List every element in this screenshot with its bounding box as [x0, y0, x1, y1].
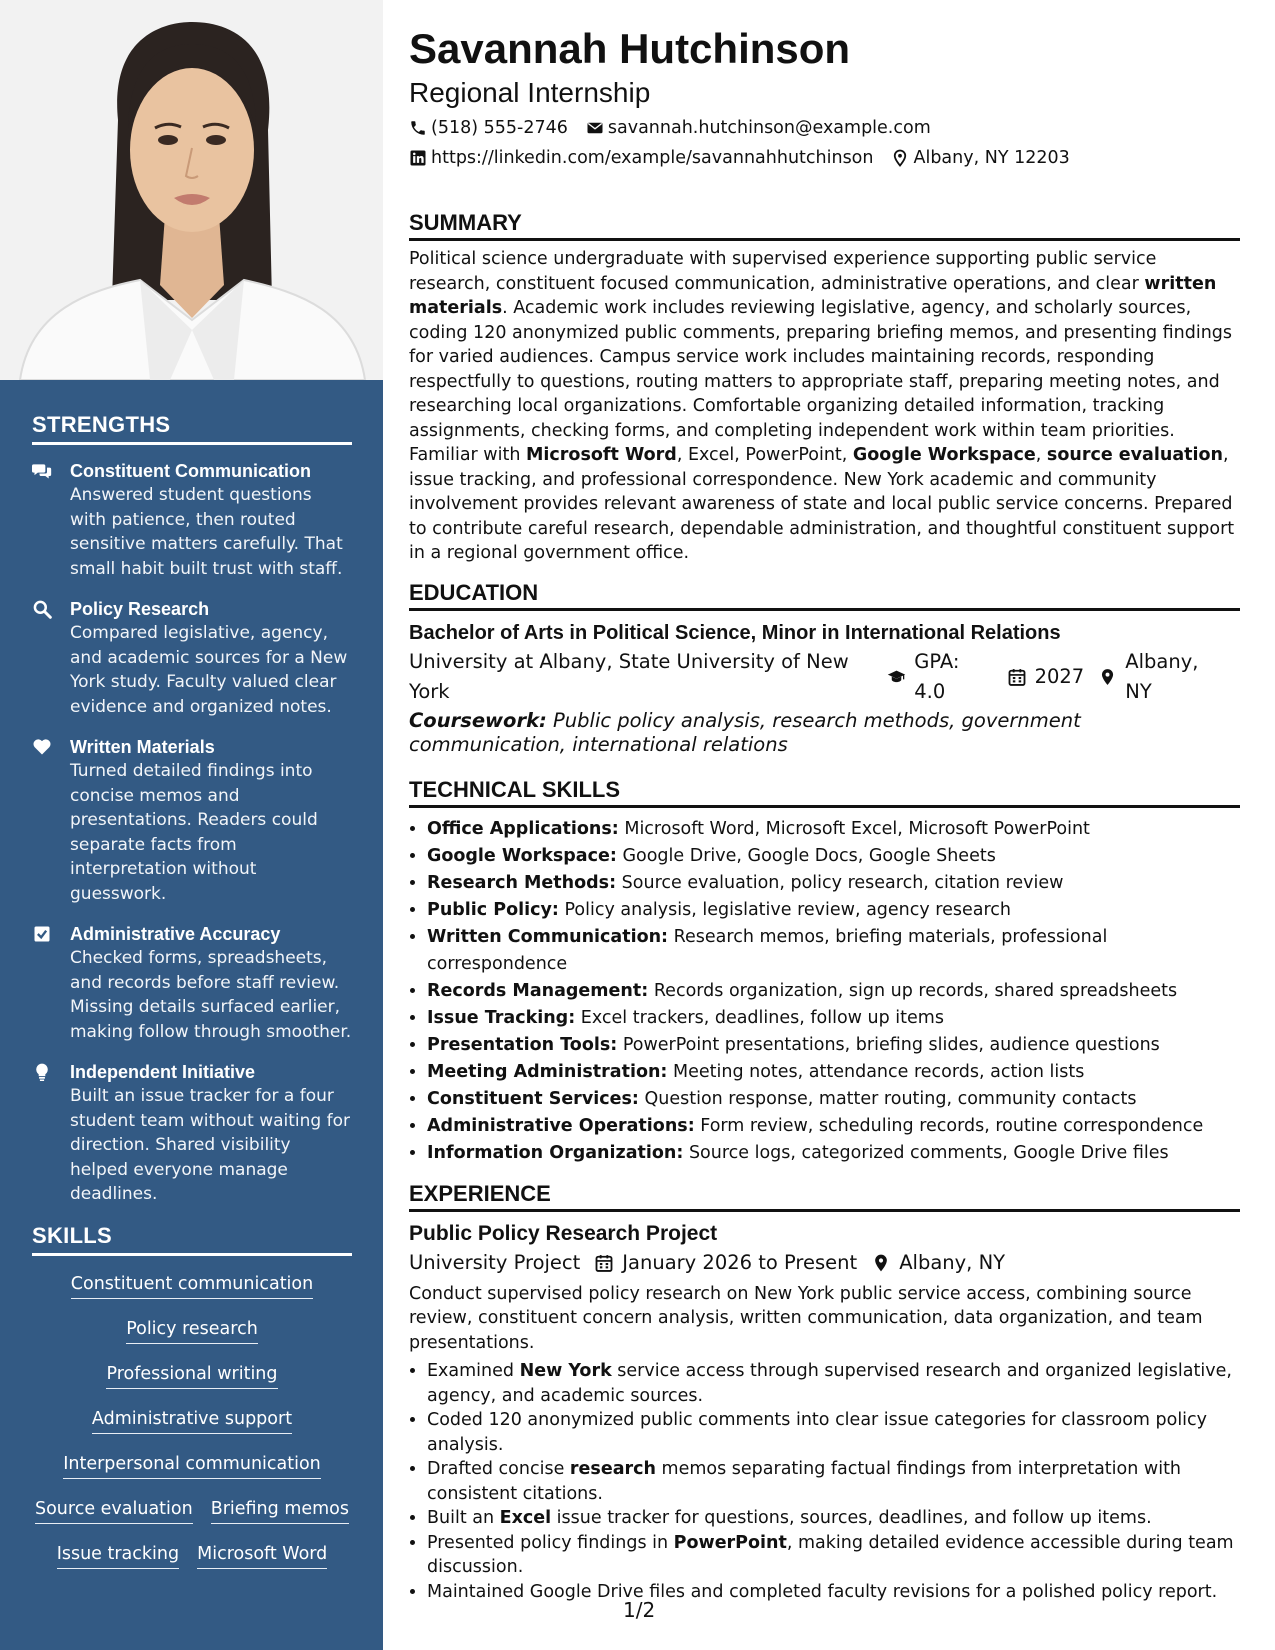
list-item: • Coded 120 anonymized public comments into clear issue categories for classroom policy analysis. — [427, 1408, 1240, 1457]
school-name: University at Albany, State University of New York — [409, 649, 849, 703]
envelope-icon — [586, 119, 604, 137]
main-content — [409, 22, 1240, 1604]
experience-section — [409, 1181, 1240, 1605]
strength-title: Independent Initiative — [70, 1062, 256, 1082]
list-item: • Built an Excel issue tracker for questions, sources, deadlines, and follow up items. — [427, 1506, 1240, 1531]
list-item: • Administrative Operations: Form review, scheduling records, routine correspondence — [427, 1113, 1240, 1140]
portrait-illustration — [0, 0, 383, 380]
skills-heading: SKILLS — [32, 1223, 352, 1256]
list-item: • Maintained Google Drive files and completed faculty revisions for a polished policy report. — [427, 1580, 1240, 1605]
strengths-heading: STRENGTHS — [32, 412, 352, 445]
map-pin-icon — [891, 149, 909, 167]
education-section — [409, 580, 1240, 757]
education-location: Albany, NY — [1125, 649, 1199, 703]
list-item: • Constituent Services: Question response, matter routing, community contacts — [427, 1086, 1240, 1113]
year-item — [1007, 662, 1085, 692]
dates-item — [594, 1248, 857, 1278]
skill-tag: Policy research — [126, 1317, 258, 1344]
summary-text: Political science undergraduate with supervised experience supporting public service research, constituent focused communication, administrative operations, and clear written materials. Academic work includes reviewing legislative, agency, and scholarly sources, coding 120 anonymized public comments, preparing briefing memos, and presenting findings for varied audiences. Campus service work includes maintaining records, responding respectfully to questions, routing matters to appropriate staff, preparing meeting notes, and researching local organizations. Comfortable organizing detailed information, tracking assignments, checking forms, and completing independent work within team priorities. Familiar with Microsoft Word, Excel, PowerPoint, Google Workspace, source evaluation, issue tracking, and professional correspondence. New York academic and community involvement provides relevant awareness of state and local public service concerns. Prepared to contribute careful research, dependable administration, and thoughtful constituent support in a regional government office. — [409, 249, 1235, 563]
phone-contact — [409, 116, 568, 140]
sidebar — [0, 0, 383, 1650]
education-meta — [409, 647, 1240, 707]
skill-tag: Briefing memos — [211, 1497, 349, 1524]
heart-icon — [32, 735, 70, 906]
job-title: Public Policy Research Project — [409, 1221, 718, 1245]
email-contact[interactable] — [586, 116, 931, 140]
strength-title: Written Materials — [70, 737, 215, 757]
date-range: January 2026 to Present — [622, 1250, 858, 1274]
list-item: • Meeting Administration: Meeting notes, attendance records, action lists — [427, 1059, 1240, 1086]
phone-icon — [409, 119, 427, 137]
strength-description: Answered student questions with patience, then routed sensitive matters carefully. That small habit built trust with staff. — [70, 485, 343, 579]
list-item: • Drafted concise research memos separating factual findings from interpretation with consistent citations. — [427, 1457, 1240, 1506]
list-item: • Public Policy: Policy analysis, legislative review, agency research — [427, 897, 1240, 924]
chat-icon — [32, 459, 70, 581]
gpa-item — [887, 647, 992, 707]
coursework-list: Public policy analysis, research methods, government communication, international relations — [409, 708, 1081, 756]
technical-skills-heading: TECHNICAL SKILLS — [409, 777, 1240, 808]
technical-skills-section — [409, 777, 1240, 1167]
strength-item — [32, 735, 352, 906]
calendar-icon — [594, 1253, 614, 1273]
strength-description: Checked forms, spreadsheets, and records before staff review. Missing details surfaced earlier, making follow through smoother. — [70, 948, 352, 1042]
degree-title: Bachelor of Arts in Political Science, Minor in International Relations — [409, 621, 1061, 644]
strength-description: Built an issue tracker for a four student team without waiting for direction. Shared visibility helped everyone manage deadlines. — [70, 1086, 350, 1204]
location-text: Albany, NY 12203 — [913, 148, 1070, 168]
skill-tag: Issue tracking — [57, 1542, 179, 1569]
technical-skills-list — [409, 816, 1240, 1167]
contact-row-2 — [409, 146, 1240, 170]
strength-item — [32, 922, 352, 1044]
list-item: • Presentation Tools: PowerPoint presentations, briefing slides, audience questions — [427, 1032, 1240, 1059]
linkedin-contact[interactable] — [409, 146, 873, 170]
strength-item — [32, 459, 352, 581]
lightbulb-icon — [32, 1060, 70, 1207]
list-item: • Examined New York service access through supervised research and organized legislative, agency, and academic sources. — [427, 1359, 1240, 1408]
search-icon — [32, 597, 70, 719]
strength-title: Constituent Communication — [70, 461, 311, 481]
education-location-item — [1098, 647, 1226, 707]
strength-description: Compared legislative, agency, and academic sources for a New York study. Faculty valued clear evidence and organized notes. — [70, 623, 348, 717]
strength-title: Administrative Accuracy — [70, 924, 281, 944]
skill-tag: Constituent communication — [71, 1272, 313, 1299]
experience-bullets — [409, 1359, 1240, 1604]
skill-tag: Interpersonal communication — [63, 1452, 321, 1479]
profile-photo — [0, 0, 383, 380]
list-item: • Office Applications: Microsoft Word, Microsoft Excel, Microsoft PowerPoint — [427, 816, 1240, 843]
list-item: • Presented policy findings in PowerPoint, making detailed evidence accessible during team discussion. — [427, 1531, 1240, 1580]
checkbox-icon — [32, 922, 70, 1044]
summary-heading: SUMMARY — [409, 210, 1240, 241]
map-pin-icon — [871, 1253, 891, 1273]
sidebar-content — [32, 412, 352, 1581]
strength-item — [32, 597, 352, 719]
list-item: • Research Methods: Source evaluation, policy research, citation review — [427, 870, 1240, 897]
skill-tag: Administrative support — [92, 1407, 292, 1434]
calendar-icon — [1007, 667, 1027, 687]
gpa-value: GPA: 4.0 — [914, 649, 960, 703]
page-number: 1/2 — [623, 1598, 656, 1622]
skill-tag: Microsoft Word — [197, 1542, 327, 1569]
strength-description: Turned detailed findings into concise memos and presentations. Readers could separate facts from interpretation without guesswork. — [70, 761, 318, 904]
skills-list — [32, 1266, 352, 1581]
coursework-label: Coursework: — [409, 708, 547, 732]
experience-heading: EXPERIENCE — [409, 1181, 1240, 1212]
graduation-year: 2027 — [1034, 664, 1085, 688]
summary-section — [409, 210, 1240, 566]
experience-meta — [409, 1248, 1240, 1278]
list-item: • Written Communication: Research memos, briefing materials, professional correspondence — [427, 924, 1240, 978]
experience-intro: Conduct supervised policy research on New York public service access, combining source review, constituent concern analysis, written communication, data organization, and team presentations. — [409, 1283, 1203, 1353]
experience-location: Albany, NY — [899, 1250, 1006, 1274]
strengths-list — [32, 459, 352, 1207]
education-heading: EDUCATION — [409, 580, 1240, 611]
list-item: • Records Management: Records organization, sign up records, shared spreadsheets — [427, 978, 1240, 1005]
organization: University Project — [409, 1250, 581, 1274]
linkedin-icon — [409, 149, 427, 167]
coursework — [409, 709, 1240, 757]
candidate-name: Savannah Hutchinson — [409, 25, 851, 72]
map-pin-icon — [1098, 667, 1117, 687]
skill-tag: Source evaluation — [35, 1497, 193, 1524]
list-item: • Google Workspace: Google Drive, Google Docs, Google Sheets — [427, 843, 1240, 870]
graduation-cap-icon — [887, 667, 906, 687]
list-item: • Issue Tracking: Excel trackers, deadlines, follow up items — [427, 1005, 1240, 1032]
list-item: • Information Organization: Source logs, categorized comments, Google Drive files — [427, 1140, 1240, 1167]
linkedin-url[interactable]: https://linkedin.com/example/savannahhutchinson — [431, 148, 874, 168]
location-contact — [891, 146, 1069, 170]
email-address[interactable]: savannah.hutchinson@example.com — [607, 118, 931, 138]
phone-number: (518) 555-2746 — [431, 118, 568, 138]
contact-row-1 — [409, 116, 1240, 140]
experience-location-item — [871, 1248, 1005, 1278]
strength-item — [32, 1060, 352, 1207]
strength-title: Policy Research — [70, 599, 210, 619]
skill-tag: Professional writing — [106, 1362, 277, 1389]
target-role: Regional Internship — [409, 77, 651, 108]
